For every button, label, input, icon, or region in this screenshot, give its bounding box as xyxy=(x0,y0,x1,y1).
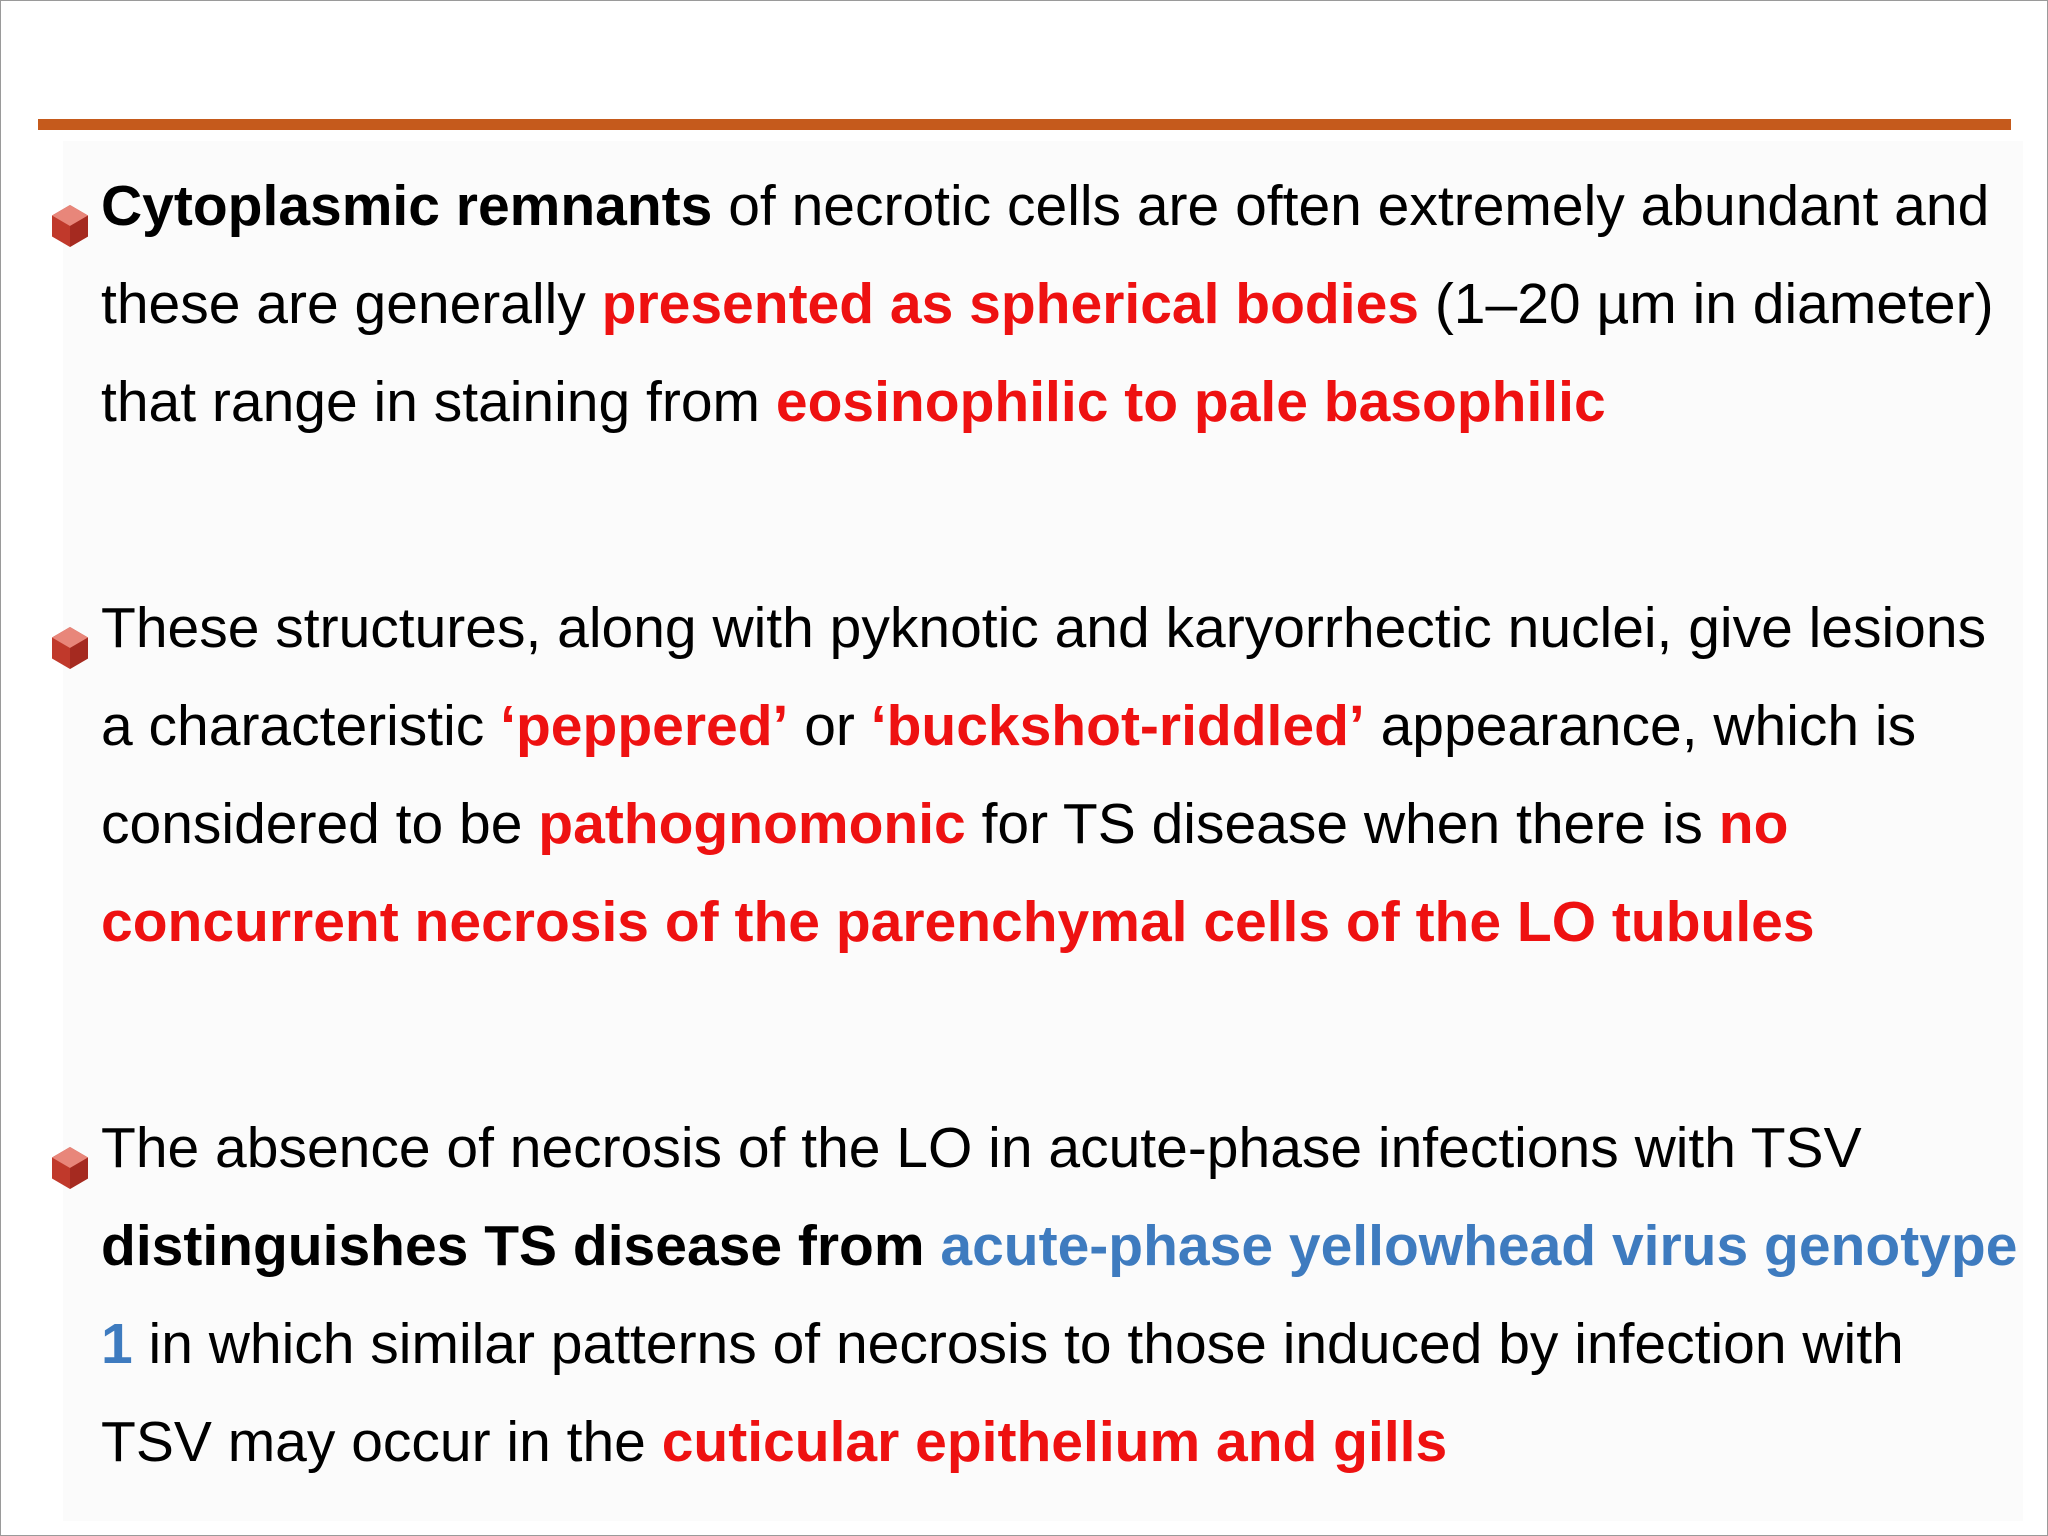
hexagon-bullet-icon xyxy=(47,603,93,649)
bullet-2-text-5: appearance, which is considered to be xyxy=(101,694,1917,856)
bullet-2-text-2: ‘peppered’ xyxy=(500,694,789,758)
bullet-3-text-4: acute-phase yellowhead virus genotype 1 xyxy=(101,1214,2018,1376)
title-divider xyxy=(38,119,2011,130)
bullet-2-text-7: for TS disease when there is xyxy=(965,792,1719,856)
bullet-2-text-8: no concurrent necrosis of the parenchymal cells of the LO tubules xyxy=(101,792,1815,954)
hexagon-bullet-icon xyxy=(47,181,93,227)
bullet-1-text-1: Cytoplasmic remnants xyxy=(101,174,713,238)
bullet-item-3 xyxy=(101,1099,2021,1491)
bullet-1-text-2: of necrotic cells are often extremely abundant and these are generally xyxy=(101,174,1990,336)
bullet-2-text-1: These structures, along with pyknotic and karyorrhectic nuclei, give lesions a characteristic xyxy=(101,596,1987,758)
bullet-item-1 xyxy=(101,157,2021,451)
bullet-item-2 xyxy=(101,579,2021,971)
bullet-3-text-6: cuticular epithelium and gills xyxy=(661,1410,1448,1474)
bullet-1-text-4: (1–20 µm in diameter) that range in staining from xyxy=(101,272,1994,434)
bullet-3-text-1: The absence of necrosis of the LO in acute-phase infections with TSV xyxy=(101,1116,1862,1180)
hexagon-bullet-icon xyxy=(47,1123,93,1169)
bullet-3-text-5: in which similar patterns of necrosis to those induced by infection with TSV may occur in the xyxy=(101,1312,1904,1474)
bullet-2-text-4: ‘buckshot-riddled’ xyxy=(870,694,1365,758)
bullet-1-text-3: presented as spherical bodies xyxy=(601,272,1419,336)
bullet-2-text-6: pathognomonic xyxy=(538,792,966,856)
bullet-3-text-2: distinguishes TS disease from xyxy=(101,1214,925,1278)
bullet-1-text-5: eosinophilic to pale basophilic xyxy=(775,370,1606,434)
bullet-3-text-3 xyxy=(925,1214,941,1278)
bullet-2-text-3: or xyxy=(788,694,871,758)
